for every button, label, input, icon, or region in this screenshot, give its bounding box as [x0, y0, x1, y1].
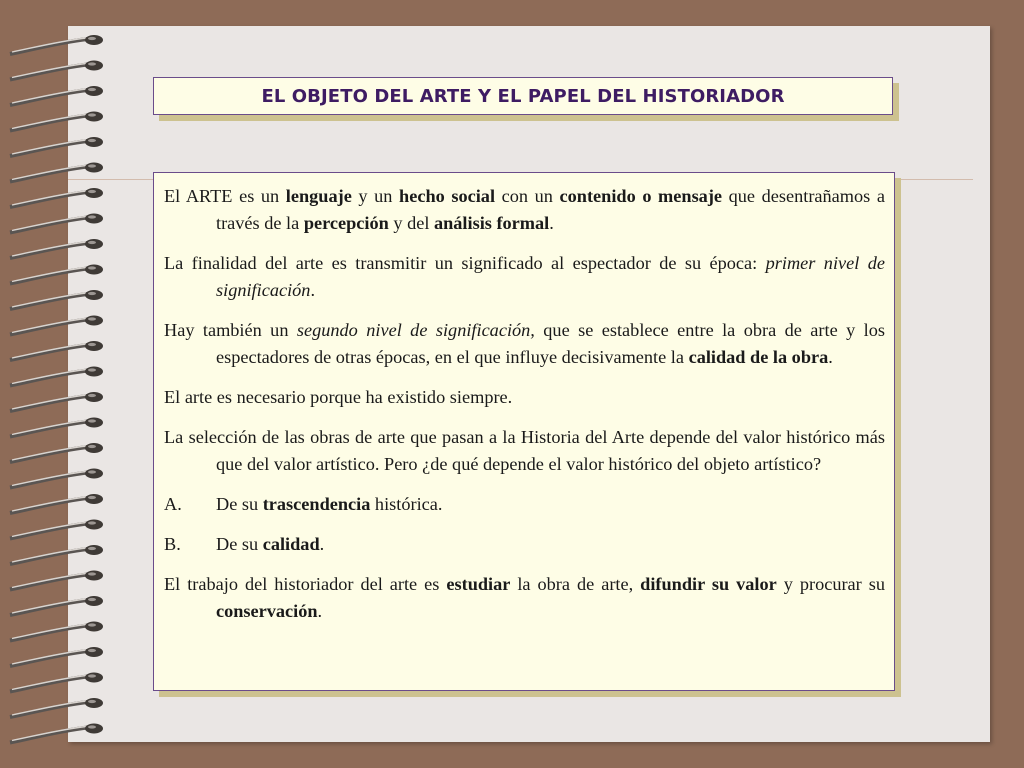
- spiral-hole-highlight: [88, 547, 96, 550]
- spiral-hole: [85, 61, 103, 71]
- spiral-wire: [10, 345, 88, 360]
- spiral-hole-highlight: [88, 496, 96, 499]
- spiral-wire: [10, 498, 88, 513]
- spiral-hole: [85, 137, 103, 147]
- spiral-hole: [85, 698, 103, 708]
- spiral-hole: [85, 647, 103, 657]
- paragraph-art-language: El ARTE es un lenguaje y un hecho social con un contenido o mensaje que desentrañamos a través de la percepción y del análisis formal.: [164, 186, 885, 233]
- spiral-hole-highlight: [88, 725, 96, 728]
- spiral-hole-highlight: [88, 368, 96, 371]
- spiral-hole-highlight: [88, 292, 96, 295]
- spiral-hole: [85, 163, 103, 173]
- spiral-wire: [10, 320, 88, 335]
- spiral-hole: [85, 239, 103, 249]
- spiral-hole: [85, 469, 103, 479]
- spiral-wire: [10, 549, 88, 564]
- spiral-hole-highlight: [88, 445, 96, 448]
- list-item-b: B. De su calidad.: [164, 534, 325, 554]
- spiral-hole-highlight: [88, 572, 96, 575]
- paragraph-selection: La selección de las obras de arte que pasan a la Historia del Arte depende del valor histórico más que del valor artístico. Pero ¿de qué depende el valor histórico del objeto artístico?: [164, 427, 885, 474]
- spiral-wire: [10, 702, 88, 717]
- paragraph-art-necessary: El arte es necesario porque ha existido siempre.: [164, 387, 513, 407]
- spiral-hole: [85, 35, 103, 45]
- spiral-hole-highlight: [88, 470, 96, 473]
- spiral-hole: [85, 545, 103, 555]
- spiral-hole-highlight: [88, 164, 96, 167]
- spiral-wire: [10, 116, 88, 131]
- spiral-hole: [85, 571, 103, 581]
- spiral-wire: [10, 269, 88, 284]
- spiral-hole: [85, 290, 103, 300]
- spiral-hole: [85, 596, 103, 606]
- spiral-hole: [85, 443, 103, 453]
- spiral-hole-highlight: [88, 88, 96, 91]
- spiral-hole: [85, 86, 103, 96]
- spiral-wire: [10, 422, 88, 437]
- spiral-wire: [10, 447, 88, 462]
- spiral-hole-highlight: [88, 190, 96, 193]
- paragraph-historian-work: El trabajo del historiador del arte es estudiar la obra de arte, difundir su valor y procurar su conservación.: [164, 574, 885, 621]
- spiral-hole-highlight: [88, 343, 96, 346]
- spiral-hole-highlight: [88, 521, 96, 524]
- spiral-wire: [10, 524, 88, 539]
- spiral-hole: [85, 367, 103, 377]
- slide-title-box: [153, 77, 893, 115]
- spiral-hole-highlight: [88, 113, 96, 116]
- spiral-hole: [85, 265, 103, 275]
- slide-title: EL OBJETO DEL ARTE Y EL PAPEL DEL HISTORIADOR: [261, 85, 785, 107]
- paragraph-first-level: La finalidad del arte es transmitir un significado al espectador de su época: primer nivel de significación.: [164, 253, 885, 300]
- spiral-binding-icon: [0, 0, 120, 768]
- spiral-hole: [85, 418, 103, 428]
- list-item-a: A. De su trascendencia histórica.: [164, 494, 443, 514]
- spiral-hole-highlight: [88, 419, 96, 422]
- spiral-hole-highlight: [88, 598, 96, 601]
- spiral-wire: [10, 575, 88, 590]
- spiral-hole-highlight: [88, 215, 96, 218]
- spiral-wire: [10, 218, 88, 233]
- spiral-wire: [10, 39, 88, 54]
- spiral-hole-highlight: [88, 62, 96, 65]
- spiral-wire: [10, 626, 88, 641]
- spiral-hole-highlight: [88, 700, 96, 703]
- spiral-wire: [10, 65, 88, 80]
- spiral-hole-highlight: [88, 649, 96, 652]
- spiral-wire: [10, 167, 88, 182]
- spiral-hole: [85, 673, 103, 683]
- content-box: [153, 172, 895, 691]
- spiral-hole: [85, 316, 103, 326]
- spiral-hole-highlight: [88, 37, 96, 40]
- spiral-hole: [85, 188, 103, 198]
- spiral-hole: [85, 214, 103, 224]
- spiral-wire: [10, 396, 88, 411]
- spiral-hole: [85, 341, 103, 351]
- spiral-hole-highlight: [88, 241, 96, 244]
- spiral-hole: [85, 494, 103, 504]
- spiral-wire: [10, 371, 88, 386]
- spiral-wire: [10, 600, 88, 615]
- spiral-wire: [10, 192, 88, 207]
- spiral-wire: [10, 677, 88, 692]
- spiral-wire: [10, 243, 88, 258]
- spiral-hole-highlight: [88, 139, 96, 142]
- spiral-hole-highlight: [88, 674, 96, 677]
- spiral-hole-highlight: [88, 394, 96, 397]
- spiral-hole-highlight: [88, 317, 96, 320]
- spiral-hole: [85, 392, 103, 402]
- spiral-wire: [10, 141, 88, 156]
- spiral-hole-highlight: [88, 266, 96, 269]
- spiral-wire: [10, 90, 88, 105]
- spiral-wire: [10, 651, 88, 666]
- spiral-wire: [10, 728, 88, 743]
- spiral-hole: [85, 112, 103, 122]
- paragraph-second-level: Hay también un segundo nivel de significación, que se establece entre la obra de arte y los espectadores de otras épocas, en el que influye decisivamente la calidad de la obra.: [164, 320, 885, 367]
- spiral-wire: [10, 294, 88, 309]
- spiral-hole: [85, 520, 103, 530]
- spiral-hole: [85, 622, 103, 632]
- spiral-hole: [85, 724, 103, 734]
- spiral-hole-highlight: [88, 623, 96, 626]
- spiral-wire: [10, 473, 88, 488]
